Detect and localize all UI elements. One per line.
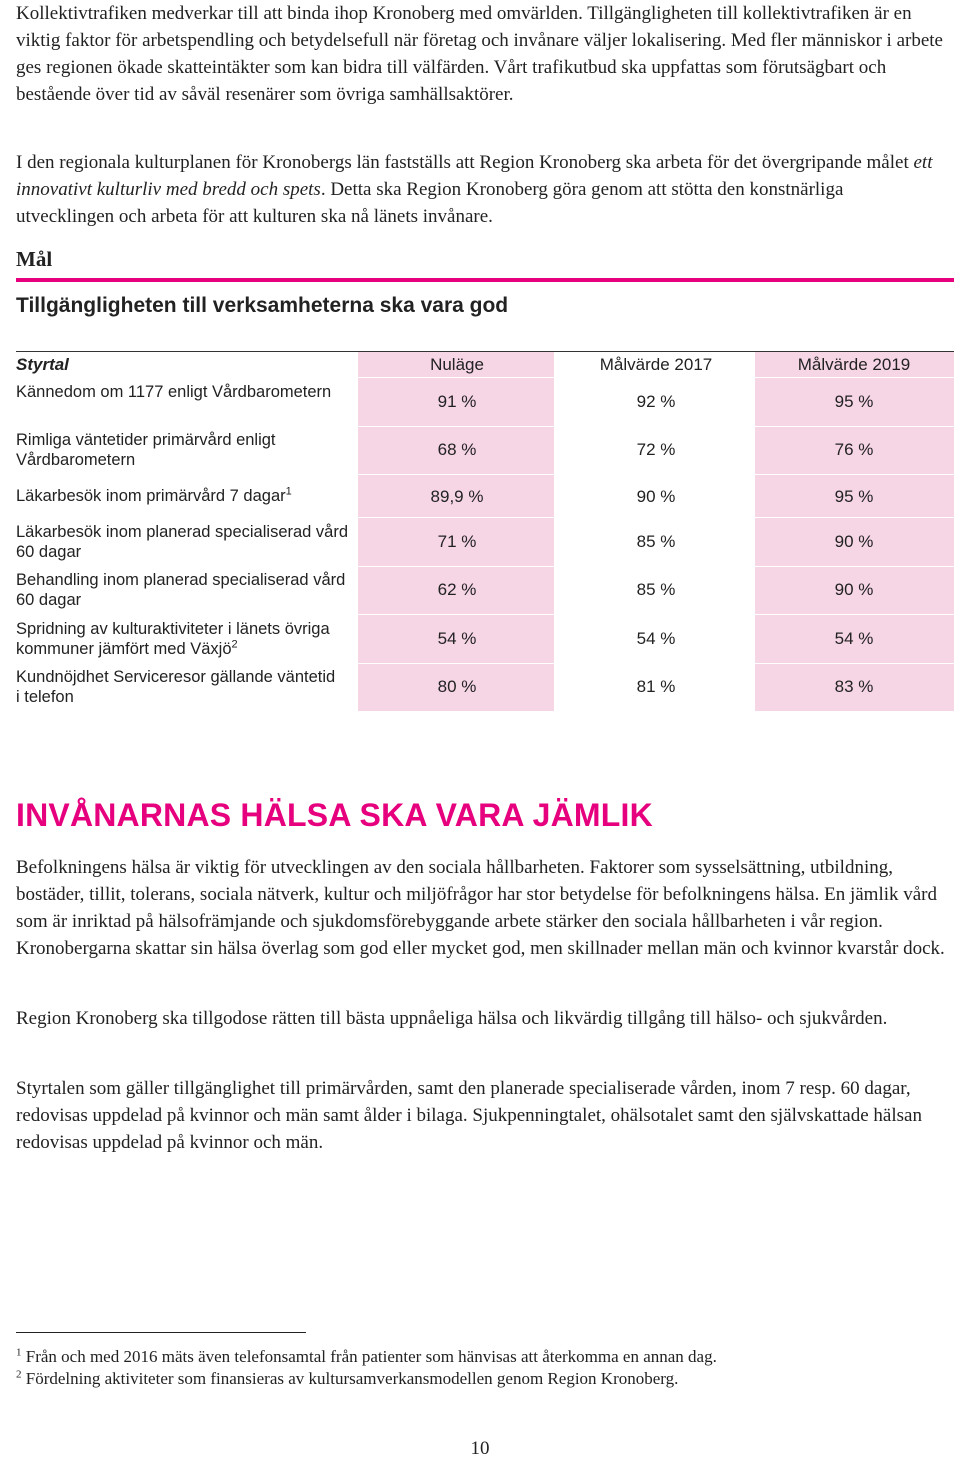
footnote-1-text: Från och med 2016 mäts även telefonsamtal från patienter som hänvisas att återkomma en annan dag.	[25, 1347, 717, 1366]
header-malvarde-2019: Målvärde 2019	[797, 355, 911, 374]
table-row	[16, 520, 954, 565]
table-row	[16, 428, 954, 473]
cell-malvarde-2017: 92 %	[636, 392, 676, 411]
row-separator	[16, 426, 954, 427]
row-separator	[16, 663, 954, 664]
table-header-row	[16, 352, 954, 376]
intro-p2-text-b: . Detta ska Region Kronoberg göra genom att stötta den konstnärliga utvecklingen och arbeta för att kulturen ska nå länets invånare.	[16, 179, 844, 227]
footnote-ref-1: 1	[285, 485, 292, 498]
heading-divider	[16, 278, 954, 282]
table-row	[16, 665, 954, 710]
mal-heading: Mål	[16, 247, 53, 271]
row-separator	[16, 566, 954, 567]
cell-malvarde-2019: 83 %	[834, 677, 874, 696]
page-number: 10	[470, 1438, 490, 1458]
intro-paragraph-2	[16, 149, 946, 230]
row-separator	[16, 474, 954, 475]
cell-nulage: 80 %	[437, 677, 477, 696]
table-row	[16, 380, 954, 425]
body-paragraph-2: Region Kronoberg ska tillgodose rätten till bästa uppnåeliga hälsa och likvärdig tillgång till hälso- och sjukvården.	[16, 1008, 888, 1029]
cell-nulage: 62 %	[437, 580, 477, 599]
table-row	[16, 617, 954, 662]
table-row	[16, 568, 954, 613]
intro-paragraph-1: Kollektivtrafiken medverkar till att binda ihop Kronoberg med omvärlden. Tillgängligheten till kollektivtrafiken är en viktig faktor för arbetspendling och betydelsefull när företag och invånare väljer lokalisering. Med fler människor i arbete ges regionen ökade skatteintäkter som kan bidra till välfärden. Vårt trafikutbud ska uppfattas som förutsägbart och bestående över tid av såväl resenärer som övriga samhällsaktörer.	[16, 3, 943, 105]
row-label-text: Läkarbesök inom primärvård 7 dagar	[16, 487, 286, 505]
footnote-divider	[16, 1332, 306, 1333]
intro-p2-text-a: I den regionala kulturplanen för Kronobergs län fastställs att Region Kronoberg ska arbeta för det övergripande målet	[16, 152, 914, 173]
footnote-2-text: Fördelning aktiviteter som finansieras av kultursamverkansmodellen genom Region Kronoberg.	[25, 1369, 679, 1388]
header-nulage: Nuläge	[430, 355, 484, 374]
row-label	[16, 619, 336, 659]
intro-p2-italic-goal: ett innovativt kulturliv med bredd och spets	[16, 152, 933, 200]
cell-malvarde-2019: 95 %	[834, 487, 874, 506]
body-paragraph-1: Befolkningens hälsa är viktig för utvecklingen av den sociala hållbarheten. Faktorer som sysselsättning, utbildning, bostäder, tillit, tolerans, sociala nätverk, kultur och miljöfrågor har stor betydelse för befolkningens hälsa. En jämlik vård som är inriktad på hälsofrämjande och sjukdomsförebyggande arbete stärker den sociala hållbarheten i vår region. Kronobergarna skattar sin hälsa överlag som god eller mycket god, men skillnader mellan män och kvinnor kvarstår dock.	[16, 857, 945, 959]
cell-malvarde-2017: 85 %	[636, 532, 676, 551]
footnote-1	[16, 1346, 717, 1368]
row-separator	[16, 614, 954, 615]
cell-malvarde-2017: 54 %	[636, 629, 676, 648]
row-label-text: Spridning av kulturaktiviteter i länets övriga kommuner jämfört med Växjö	[16, 620, 330, 658]
footnote-2-number: 2	[16, 1368, 22, 1381]
cell-malvarde-2019: 90 %	[834, 532, 874, 551]
table-row	[16, 476, 954, 516]
footnote-1-number: 1	[16, 1346, 22, 1359]
header-malvarde-2017: Målvärde 2017	[599, 355, 713, 374]
row-label: Kundnöjdhet Serviceresor gällande väntetid i telefon	[16, 668, 336, 706]
cell-nulage: 89,9 %	[430, 487, 484, 506]
footnote-ref-2: 2	[231, 638, 238, 651]
header-styrtal: Styrtal	[16, 355, 69, 374]
row-label	[16, 486, 356, 506]
cell-malvarde-2017: 81 %	[636, 677, 676, 696]
goal-title: Tillgängligheten till verksamheterna ska vara god	[16, 294, 509, 317]
cell-nulage: 54 %	[437, 629, 477, 648]
cell-nulage: 68 %	[437, 440, 477, 459]
row-label: Läkarbesök inom planerad specialiserad vård 60 dagar	[16, 523, 349, 561]
cell-malvarde-2019: 76 %	[834, 440, 874, 459]
row-label: Rimliga väntetider primärvård enligt Vårdbarometern	[16, 431, 276, 469]
row-separator	[16, 377, 954, 378]
section-heading: INVÅNARNAS HÄLSA SKA VARA JÄMLIK	[16, 797, 653, 833]
cell-nulage: 91 %	[437, 392, 477, 411]
cell-malvarde-2019: 90 %	[834, 580, 874, 599]
cell-malvarde-2017: 85 %	[636, 580, 676, 599]
footnote-2	[16, 1368, 678, 1390]
cell-malvarde-2017: 72 %	[636, 440, 676, 459]
row-label: Behandling inom planerad specialiserad vård 60 dagar	[16, 571, 346, 609]
cell-malvarde-2019: 95 %	[834, 392, 874, 411]
body-paragraph-3: Styrtalen som gäller tillgänglighet till primärvården, samt den planerade specialiserade vården, inom 7 resp. 60 dagar, redovisas uppdelad på kvinnor och män samt ålder i bilaga. Sjukpenningtalet, ohälsotalet samt den självskattade hälsan redovisas uppdelad på kvinnor och män.	[16, 1078, 922, 1153]
row-label: Kännedom om 1177 enligt Vårdbarometern	[16, 383, 332, 401]
cell-malvarde-2019: 54 %	[834, 629, 874, 648]
row-separator	[16, 517, 954, 518]
cell-nulage: 71 %	[437, 532, 477, 551]
cell-malvarde-2017: 90 %	[636, 487, 676, 506]
